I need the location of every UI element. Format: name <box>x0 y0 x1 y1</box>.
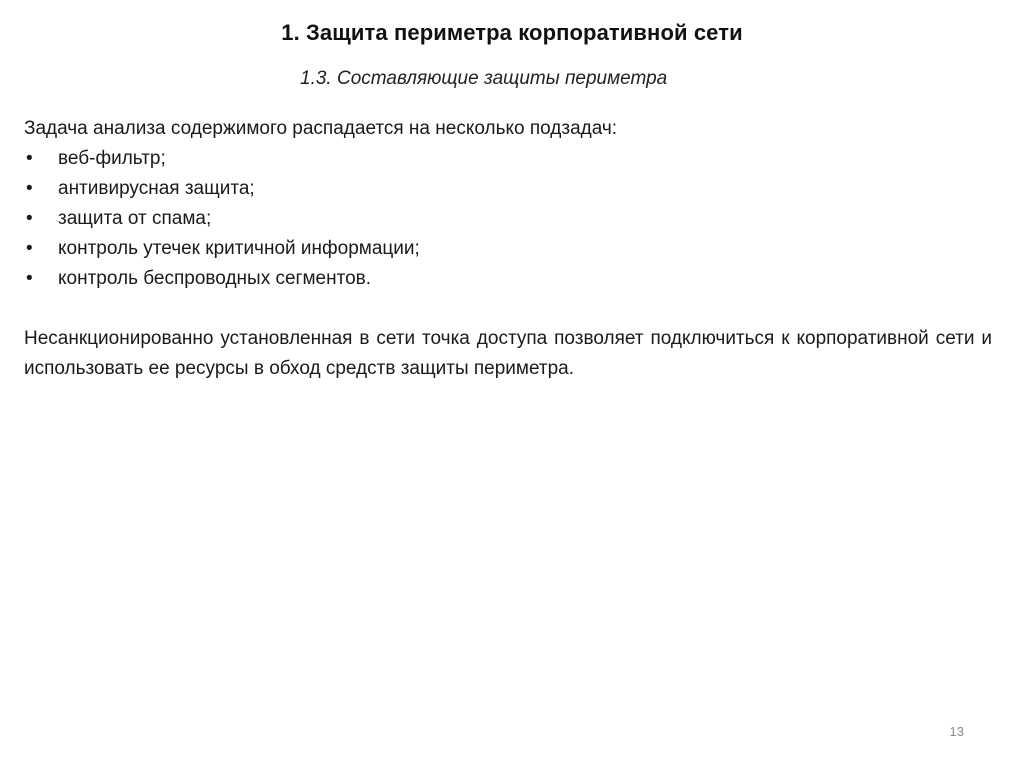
bullet-icon: • <box>26 208 33 229</box>
slide-subtitle: 1.3. Составляющие защиты периметра <box>300 68 668 89</box>
bullet-text: контроль беспроводных сегментов. <box>58 268 372 289</box>
bullet-item <box>24 204 992 234</box>
bullet-text: контроль утечек критичной информации; <box>58 238 420 259</box>
bullet-item <box>24 174 992 204</box>
bullet-icon: • <box>26 238 33 259</box>
bullet-text: защита от спама; <box>58 208 212 229</box>
bullet-icon: • <box>26 268 33 289</box>
bullet-icon: • <box>26 148 33 169</box>
page-number: 13 <box>949 724 964 739</box>
bullet-text: антивирусная защита; <box>58 178 255 199</box>
bullet-icon: • <box>26 178 33 199</box>
slide-content <box>24 114 992 384</box>
bullet-item <box>24 264 992 294</box>
bullet-item <box>24 234 992 264</box>
bullet-list <box>24 144 992 294</box>
slide-title: 1. Защита периметра корпоративной сети <box>281 20 743 45</box>
body-paragraph: Несанкционированно установленная в сети точка доступа позволяет подключиться к корпоративной сети и использовать ее ресурсы в обход средств защиты периметра. <box>24 328 992 379</box>
bullet-text: веб-фильтр; <box>58 148 166 169</box>
intro-text: Задача анализа содержимого распадается на несколько подзадач: <box>24 118 618 139</box>
bullet-item <box>24 144 992 174</box>
